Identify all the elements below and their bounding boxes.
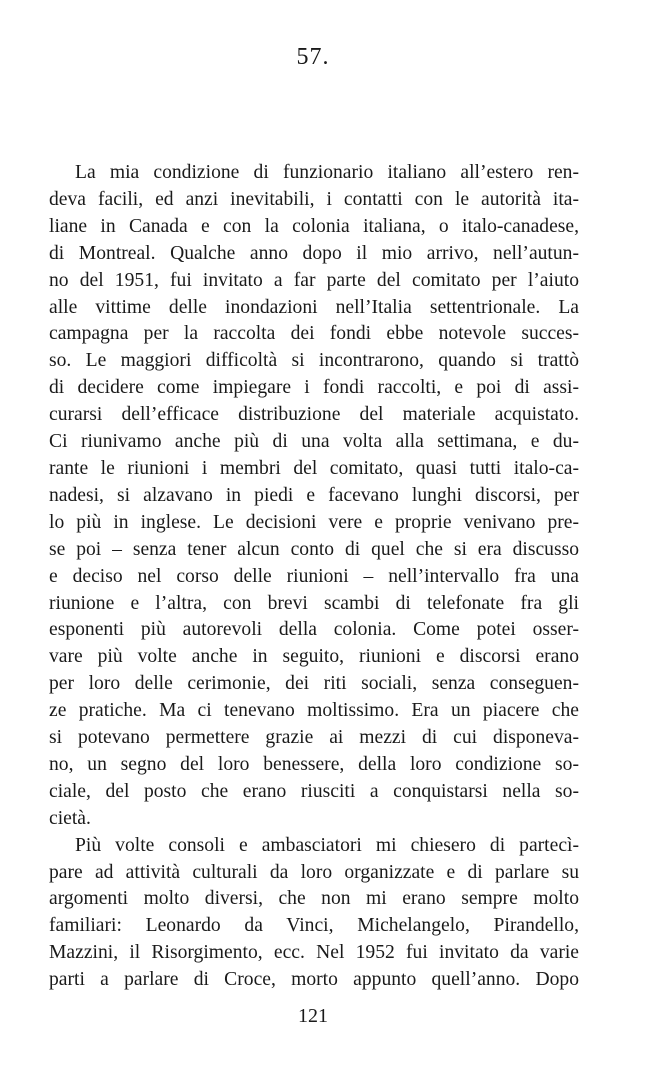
text-line: si potevano permettere grazie ai mezzi di cui disponeva- (49, 727, 579, 749)
text-line: no del 1951, fui invitato a far parte del comitato per l’aiuto (49, 269, 579, 291)
text-line: e deciso nel corso delle riunioni – nell’intervallo fra una (49, 565, 579, 587)
text-line: di Montreal. Qualche anno dopo il mio arrivo, nell’autun- (49, 242, 579, 264)
text-line: curarsi dell’efficace distribuzione del materiale acquistato. (49, 404, 579, 426)
text-line: cietà. (49, 807, 91, 829)
text-line: lo più in inglese. Le decisioni vere e proprie venivano pre- (49, 511, 579, 533)
text-line: nadesi, si alzavano in piedi e facevano lunghi discorsi, per (49, 484, 579, 506)
text-line: deva facili, ed anzi inevitabili, i contatti con le autorità ita- (49, 188, 579, 210)
text-line: rante le riunioni i membri del comitato, quasi tutti italo-ca- (49, 457, 579, 479)
text-line: riunione e l’altra, con brevi scambi di telefonate fra gli (49, 592, 579, 614)
text-line: pare ad attività culturali da loro organizzate e di parlare su (49, 861, 579, 883)
text-line: se poi – senza tener alcun conto di quel che si era discusso (49, 538, 579, 560)
text-line: so. Le maggiori difficoltà si incontrarono, quando si trattò (49, 350, 579, 372)
text-line: alle vittime delle inondazioni nell’Italia settentrionale. La (49, 296, 579, 318)
text-line: Ci riunivamo anche più di una volta alla settimana, e du- (49, 431, 579, 453)
text-line: La mia condizione di funzionario italiano all’estero ren- (75, 162, 579, 183)
text-line: ciale, del posto che erano riusciti a conquistarsi nella so- (49, 780, 579, 802)
text-line: vare più volte anche in seguito, riunioni e discorsi erano (49, 646, 579, 668)
text-line: di decidere come impiegare i fondi raccolti, e poi di assi- (49, 377, 579, 399)
text-line: Più volte consoli e ambasciatori mi chiesero di partecì- (75, 834, 579, 856)
page-number: 121 (298, 1005, 328, 1027)
text-line: liane in Canada e con la colonia italiana, o italo-canadese, (49, 215, 579, 237)
text-line: familiari: Leonardo da Vinci, Michelangelo, Pirandello, (49, 915, 579, 937)
paragraph-1 (49, 160, 579, 833)
text-line: per loro delle cerimonie, dei riti sociali, senza conseguen- (49, 673, 579, 695)
text-line: ze pratiche. Ma ci tenevano moltissimo. Era un piacere che (49, 700, 579, 722)
text-line: Mazzini, il Risorgimento, ecc. Nel 1952 fui invitato da varie (49, 942, 579, 964)
body-text (49, 160, 579, 994)
text-line: no, un segno del loro benessere, della loro condizione so- (49, 753, 579, 775)
text-line: campagna per la raccolta dei fondi ebbe notevole succes- (49, 323, 579, 345)
chapter-number: 57. (296, 44, 330, 70)
paragraph-2 (49, 833, 579, 994)
text-line: esponenti più autorevoli della colonia. Come potei osser- (49, 619, 579, 641)
text-line: parti a parlare di Croce, morto appunto quell’anno. Dopo (49, 969, 579, 991)
text-line: argomenti molto diversi, che non mi erano sempre molto (49, 888, 579, 910)
